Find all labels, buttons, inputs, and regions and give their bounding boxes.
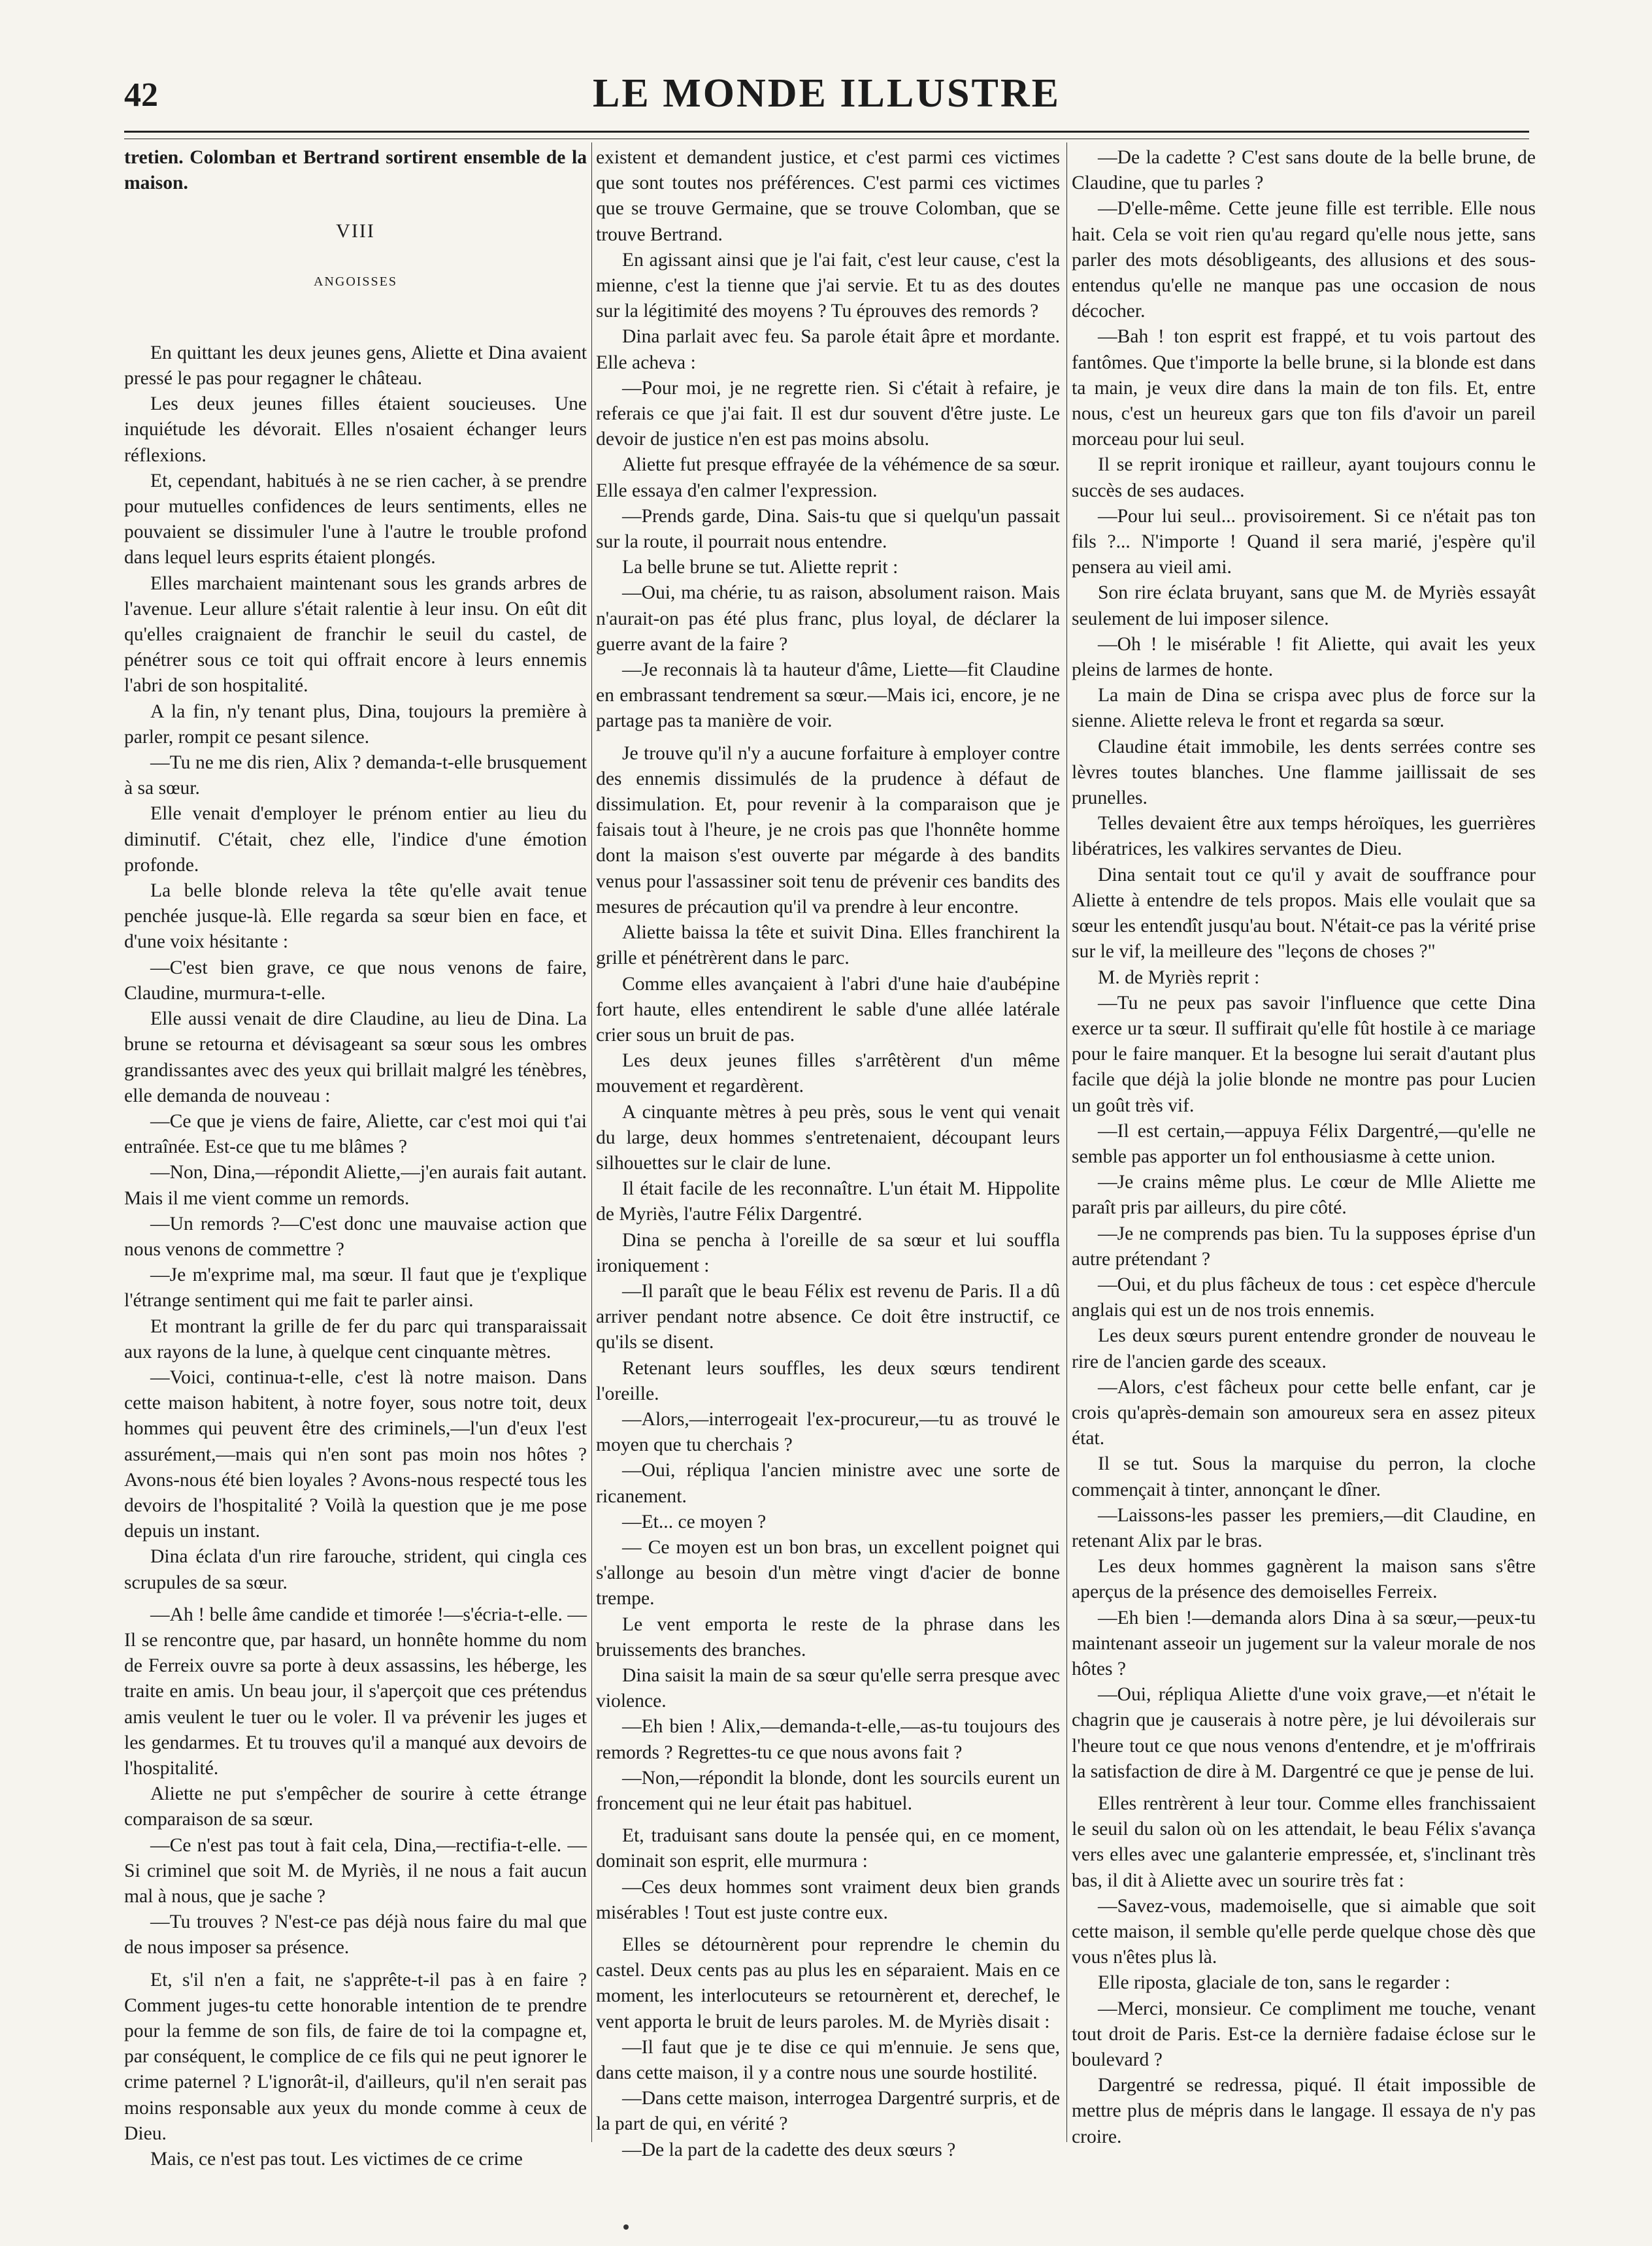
- paragraph: —Eh bien ! Alix,—demanda-t-elle,—as-tu toujours des remords ? Regrettes-tu ce que nous avons fait ?: [596, 1716, 1060, 1763]
- paragraph: —Oui, répliqua Aliette d'une voix grave,—et n'était le chagrin que je causerais à notre père, je lui dévoilerais sur l'heure tout ce que nous venons d'entendre, et je m'offrirais la satisfaction de dire à M. Dargentré ce que je pense de lui.: [1072, 1684, 1536, 1782]
- header-rule-thick: [124, 131, 1529, 133]
- paragraph: Retenant leurs souffles, les deux sœurs tendirent l'oreille.: [596, 1357, 1060, 1404]
- paragraph: —Voici, continua-t-elle, c'est là notre maison. Dans cette maison habitent, à notre foyer, sous notre toit, deux hommes qui peuvent être des criminels,—l'un d'eux l'est assurément,—mais qui n'en sont pas moin nos hôtes ? Avons-nous été bien loyales ? Avons-nous respecté tous les devoirs de l'hospitalité ? Voilà la question que je me pose depuis un instant.: [124, 1366, 587, 1542]
- text-column-2: [596, 145, 1060, 2160]
- paragraph: —Je m'exprime mal, ma sœur. Il faut que je t'explique l'étrange sentiment qui me fait te parler ainsi.: [124, 1264, 587, 1312]
- paragraph: Les deux jeunes filles étaient soucieuses. Une inquiétude les dévorait. Elles n'osaient échanger leurs réflexions.: [124, 393, 587, 466]
- ink-speck: [623, 2224, 629, 2230]
- paragraph: Dina sentait tout ce qu'il y avait de souffrance pour Aliette à entendre de tels propos. Mais elle voulait que sa sœur les entendît jusqu'au bout. N'était-ce pas la vérité prise sur le vif, la meilleure des "leçons de choses ?": [1072, 864, 1536, 963]
- paragraph: —Ah ! belle âme candide et timorée !—s'écria-t-elle. —Il se rencontre que, par hasard, un honnête homme du nom de Ferreix ouvre sa porte à deux assassins, les héberge, les traite en amis. Un beau jour, il s'aperçoit que ces prétendus amis veulent le tuer ou le voler. Il va prévenir les juges et les gendarmes. Et tu trouves qu'il a manqué aux devoirs de l'hospitalité.: [124, 1604, 587, 1779]
- paragraph: —C'est bien grave, ce que nous venons de faire, Claudine, murmura-t-elle.: [124, 957, 587, 1004]
- paragraph: Son rire éclata bruyant, sans que M. de Myriès essayât seulement de lui imposer silence.: [1072, 582, 1536, 629]
- paragraph: A la fin, n'y tenant plus, Dina, toujours la première à parler, rompit ce pesant silence.: [124, 701, 587, 748]
- paragraph: —Bah ! ton esprit est frappé, et tu vois partout des fantômes. Que t'importe la belle brune, si la blonde est dans ta main, je veux dire dans la main de ton fils. Et, entre nous, c'est un heureux gars que ton fils d'avoir un pareil morceau pour lui seul.: [1072, 326, 1536, 450]
- paragraph: Elles se détournèrent pour reprendre le chemin du castel. Deux cents pas au plus les en séparaient. Mais en ce moment, les interlocuteurs se retournèrent et, derechef, le vent apporta le bruit de leurs paroles. M. de Myriès disait :: [596, 1934, 1060, 2032]
- paragraph: —Non,—répondit la blonde, dont les sourcils eurent un froncement qui ne leur était pas habituel.: [596, 1767, 1060, 1814]
- paragraph: —Tu ne me dis rien, Alix ? demanda-t-elle brusquement à sa sœur.: [124, 752, 587, 799]
- paragraph: —Pour lui seul... provisoirement. Si ce n'était pas ton fils ?... N'importe ! Quand il sera marié, j'espère qu'il pensera au vieil ami.: [1072, 505, 1536, 578]
- paragraph: Les deux hommes gagnèrent la maison sans s'être aperçus de la présence des demoiselles Ferreix.: [1072, 1556, 1536, 1603]
- text-column-3: [1072, 145, 1536, 2145]
- paragraph: —Tu trouves ? N'est-ce pas déjà nous faire du mal que de nous imposer sa présence.: [124, 1911, 587, 1958]
- paragraph: Mais, ce n'est pas tout. Les victimes de ce crime: [150, 2149, 523, 2170]
- paragraph: Les deux jeunes filles s'arrêtèrent d'un même mouvement et regardèrent.: [596, 1050, 1060, 1097]
- paragraph: Il se tut. Sous la marquise du perron, la cloche commençait à tinter, annonçant le dîner.: [1072, 1453, 1536, 1500]
- paragraph: —Oh ! le misérable ! fit Aliette, qui avait les yeux pleins de larmes de honte.: [1072, 633, 1536, 681]
- paragraph: Dina éclata d'un rire farouche, strident, qui cingla ces scrupules de sa sœur.: [124, 1546, 587, 1593]
- paragraph: Elles rentrèrent à leur tour. Comme elles franchissaient le seuil du salon où on les attendait, le beau Félix s'avança vers elles avec une galanterie empressée, et, s'inclinant très bas, il dit à Aliette avec un sourire très fat :: [1072, 1793, 1536, 1891]
- paragraph: —Ces deux hommes sont vraiment deux bien grands misérables ! Tout est juste contre eux.: [596, 1876, 1060, 1923]
- column-divider: [1066, 142, 1067, 2142]
- paragraph: Les deux sœurs purent entendre gronder de nouveau le rire de l'ancien garde des sceaux.: [1072, 1325, 1536, 1372]
- chapter-title: ANGOISSES: [313, 274, 398, 289]
- paragraph: —Prends garde, Dina. Sais-tu que si quelqu'un passait sur la route, il pourrait nous entendre.: [596, 505, 1060, 553]
- paragraph: —Et... ce moyen ?: [622, 1511, 767, 1532]
- paragraph: En agissant ainsi que je l'ai fait, c'est leur cause, c'est la mienne, c'est la tienne que j'ai servie. Et tu as des doutes sur la légitimité des moyens ? Tu éprouves des remords ?: [596, 249, 1060, 322]
- paragraph: —Je ne comprends pas bien. Tu la supposes éprise d'un autre prétendant ?: [1072, 1223, 1536, 1270]
- paragraph: Claudine était immobile, les dents serrées contre ses lèvres toutes blanches. Une flamme jaillissait de ses prunelles.: [1072, 736, 1536, 809]
- paragraph: existent et demandent justice, et c'est parmi ces victimes que sont toutes nos préférences. C'est parmi ces victimes que se trouve Germaine, que se trouve Colomban, que se trouve Bertrand.: [596, 147, 1060, 245]
- paragraph: Et montrant la grille de fer du parc qui transparaissait aux rayons de la lune, à quelque cent cinquante mètres.: [124, 1315, 587, 1362]
- paragraph: M. de Myriès reprit :: [1098, 966, 1260, 988]
- paragraph: Aliette ne put s'empêcher de sourire à cette étrange comparaison de sa sœur.: [124, 1783, 587, 1830]
- paragraph: Le vent emporta le reste de la phrase dans les bruissements des branches.: [596, 1613, 1060, 1660]
- chapter-number: VIII: [336, 220, 375, 242]
- paragraph: Elles marchaient maintenant sous les grands arbres de l'avenue. Leur allure s'était ralentie à leur insu. On eût dit qu'elles craignaient de franchir le seuil du castel, de pénétrer sous ce toit qui offrait encore à leurs ennemis l'abri de son hospitalité.: [124, 572, 587, 697]
- paragraph: Dina parlait avec feu. Sa parole était âpre et mordante. Elle acheva :: [596, 326, 1060, 373]
- paragraph: Dargentré se redressa, piqué. Il était impossible de mettre plus de mépris dans le langage. Il essaya de n'y pas croire.: [1072, 2075, 1536, 2147]
- paragraph: —D'elle-même. Cette jeune fille est terrible. Elle nous hait. Cela se voit rien qu'au regard qu'elle nous jette, sans parler des mots désobligeants, des allusions et des sous-entendus qu'elle ne manque pas une occasion de nous décocher.: [1072, 198, 1536, 322]
- paragraph: —Oui, ma chérie, tu as raison, absolument raison. Mais n'aurait-on pas été plus franc, plus loyal, de déclarer la guerre avant de la faire ?: [596, 582, 1060, 655]
- paragraph: —De la part de la cadette des deux sœurs ?: [622, 2139, 956, 2160]
- paragraph: — Ce moyen est un bon bras, un excellent poignet qui s'allonge au besoin d'un mètre vingt d'acier de bonne trempe.: [596, 1536, 1060, 1610]
- paragraph: tretien. Colomban et Bertrand sortirent ensemble de la maison.: [124, 147, 587, 194]
- paragraph: Aliette baissa la tête et suivit Dina. Elles franchirent la grille et pénétrèrent dans le parc.: [596, 922, 1060, 969]
- paragraph: Et, traduisant sans doute la pensée qui, en ce moment, dominait son esprit, elle murmura :: [596, 1825, 1060, 1872]
- paragraph: La main de Dina se crispa avec plus de force sur la sienne. Aliette releva le front et regarda sa sœur.: [1072, 685, 1536, 732]
- paragraph: Elle aussi venait de dire Claudine, au lieu de Dina. La brune se retourna et dévisageant sa sœur sous les ombres grandissantes avec des yeux qui brillait malgré les ténèbres, elle demanda de nouveau :: [124, 1008, 587, 1106]
- paragraph: La belle brune se tut. Aliette reprit :: [622, 557, 899, 578]
- paragraph: Dina saisit la main de sa sœur qu'elle serra presque avec violence.: [596, 1664, 1060, 1712]
- paragraph: —Je crains même plus. Le cœur de Mlle Aliette me paraît pris par ailleurs, du pire côté.: [1072, 1172, 1536, 1219]
- page-number: 42: [124, 76, 158, 114]
- paragraph: Je trouve qu'il n'y a aucune forfaiture à employer contre des ennemis dissimulés de la prudence à défaut de dissimulation. Et, pour revenir à la comparaison que je faisais tout à l'heure, je ne crois pas que l'honnête homme dont la maison s'est ouverte par mégarde à des bandits venus pour l'assassiner soit tenu de prévenir ces bandits des mesures de précaution qu'il va prendre à leur encontre.: [596, 742, 1060, 917]
- paragraph: —Alors,—interrogeait l'ex-procureur,—tu as trouvé le moyen que tu cherchais ?: [596, 1408, 1060, 1456]
- paragraph: Il était facile de les reconnaître. L'un était M. Hippolite de Myriès, l'autre Félix Dargentré.: [596, 1178, 1060, 1225]
- paragraph: —Je reconnais là ta hauteur d'âme, Liette—fit Claudine en embrassant tendrement sa sœur.—Mais ici, encore, je ne partage pas ta manière de voir.: [596, 659, 1060, 732]
- paragraph: —Merci, monsieur. Ce compliment me touche, venant tout droit de Paris. Est-ce la dernière fadaise éclose sur le boulevard ?: [1072, 1998, 1536, 2071]
- paragraph: Il se reprit ironique et railleur, ayant toujours connu le succès de ses audaces.: [1072, 454, 1536, 501]
- paragraph: Elle venait d'employer le prénom entier au lieu du diminutif. C'était, chez elle, l'indice d'une émotion profonde.: [124, 803, 587, 876]
- column-divider: [591, 142, 592, 2142]
- paragraph: En quittant les deux jeunes gens, Aliette et Dina avaient pressé le pas pour regagner le château.: [124, 342, 587, 389]
- paragraph: —Il paraît que le beau Félix est revenu de Paris. Il a dû arriver pendant notre absence. Ce doit être instructif, ce qu'ils se disent.: [596, 1280, 1060, 1353]
- paragraph: —Laissons-les passer les premiers,—dit Claudine, en retenant Alix par le bras.: [1072, 1504, 1536, 1551]
- paragraph: —Ce n'est pas tout à fait cela, Dina,—rectifia-t-elle. —Si criminel que soit M. de Myriès, il ne nous a fait aucun mal à nous, que je sache ?: [124, 1834, 587, 1907]
- paragraph: Et, cependant, habitués à ne se rien cacher, à se prendre pour mutuelles confidences de leurs sentiments, elles ne pouvaient se dissimuler l'une à l'autre le trouble profond dans lequel leurs esprits étaient plongés.: [124, 470, 587, 569]
- paragraph: Dina se pencha à l'oreille de sa sœur et lui souffla ironiquement :: [596, 1229, 1060, 1276]
- paragraph: —Pour moi, je ne regrette rien. Si c'était à refaire, je referais ce que j'ai fait. Il est dur souvent d'être juste. Le devoir de justice n'en est pas moins absolu.: [596, 377, 1060, 450]
- text-column-1: [124, 145, 587, 2170]
- paragraph: —Eh bien !—demanda alors Dina à sa sœur,—peux-tu maintenant asseoir un jugement sur la valeur morale de nos hôtes ?: [1072, 1607, 1536, 1679]
- paragraph: —Un remords ?—C'est donc une mauvaise action que nous venons de commettre ?: [124, 1213, 587, 1260]
- paragraph: —De la cadette ? C'est sans doute de la belle brune, de Claudine, que tu parles ?: [1072, 147, 1536, 194]
- paragraph: Comme elles avançaient à l'abri d'une haie d'aubépine fort haute, elles entendirent le sable d'une allée latérale crier sous un bruit de pas.: [596, 973, 1060, 1046]
- masthead-title: LE MONDE ILLUSTRE: [593, 71, 1061, 116]
- paragraph: —Oui, et du plus fâcheux de tous : cet espèce d'hercule anglais qui est un de nos trois ennemis.: [1072, 1274, 1536, 1321]
- paragraph: La belle blonde releva la tête qu'elle avait tenue penchée jusque-là. Elle regarda sa sœur bien en face, et d'une voix hésitante :: [124, 880, 587, 953]
- paragraph: Elle riposta, glaciale de ton, sans le regarder :: [1098, 1972, 1451, 1994]
- paragraph: —Ce que je viens de faire, Aliette, car c'est moi qui t'ai entraînée. Est-ce que tu me blâmes ?: [124, 1110, 587, 1158]
- paragraph: Aliette fut presque effrayée de la véhémence de sa sœur. Elle essaya d'en calmer l'expression.: [596, 454, 1060, 501]
- paragraph: —Non, Dina,—répondit Aliette,—j'en aurais fait autant. Mais il me vient comme un remords.: [124, 1162, 587, 1209]
- paragraph: —Tu ne peux pas savoir l'influence que cette Dina exerce ur ta sœur. Il suffirait qu'elle fût hostile à ce mariage pour le faire manquer. Et la besogne lui serait d'autant plus facile que déjà la jolie blonde ne montre pas pour Lucien un goût très vif.: [1072, 992, 1536, 1116]
- paragraph: A cinquante mètres à peu près, sous le vent qui venait du large, deux hommes s'entretenaient, découpant leurs silhouettes sur le clair de lune.: [596, 1101, 1060, 1174]
- paragraph: —Dans cette maison, interrogea Dargentré surpris, et de la part de qui, en vérité ?: [596, 2088, 1060, 2135]
- paragraph: —Oui, répliqua l'ancien ministre avec une sorte de ricanement.: [596, 1460, 1060, 1507]
- paragraph: —Savez-vous, mademoiselle, que si aimable que soit cette maison, il semble qu'elle perde quelque chose dès que vous n'êtes plus là.: [1072, 1895, 1536, 1968]
- paragraph: —Alors, c'est fâcheux pour cette belle enfant, car je crois qu'après-demain son amoureux sera en assez piteux état.: [1072, 1376, 1536, 1449]
- paragraph: Et, s'il n'en a fait, ne s'apprête-t-il pas à en faire ? Comment juges-tu cette honorable intention de te prendre pour la femme de son fils, de faire de toi la compagne et, par conséquent, le complice de ce fils qui ne peut ignorer le crime paternel ? L'ignorât-il, d'ailleurs, qu'il n'en serait pas moins responsable aux yeux du monde comme à ceux de Dieu.: [124, 1969, 587, 2144]
- paragraph: —Il faut que je te dise ce qui m'ennuie. Je sens que, dans cette maison, il y a contre nous une sourde hostilité.: [596, 2036, 1060, 2084]
- page-header: [124, 71, 1529, 123]
- paragraph: —Il est certain,—appuya Félix Dargentré,—qu'elle ne semble pas apporter un fol enthousiasme à cette union.: [1072, 1120, 1536, 1167]
- paragraph: Telles devaient être aux temps héroïques, les guerrières libératrices, les valkires servantes de Dieu.: [1072, 813, 1536, 860]
